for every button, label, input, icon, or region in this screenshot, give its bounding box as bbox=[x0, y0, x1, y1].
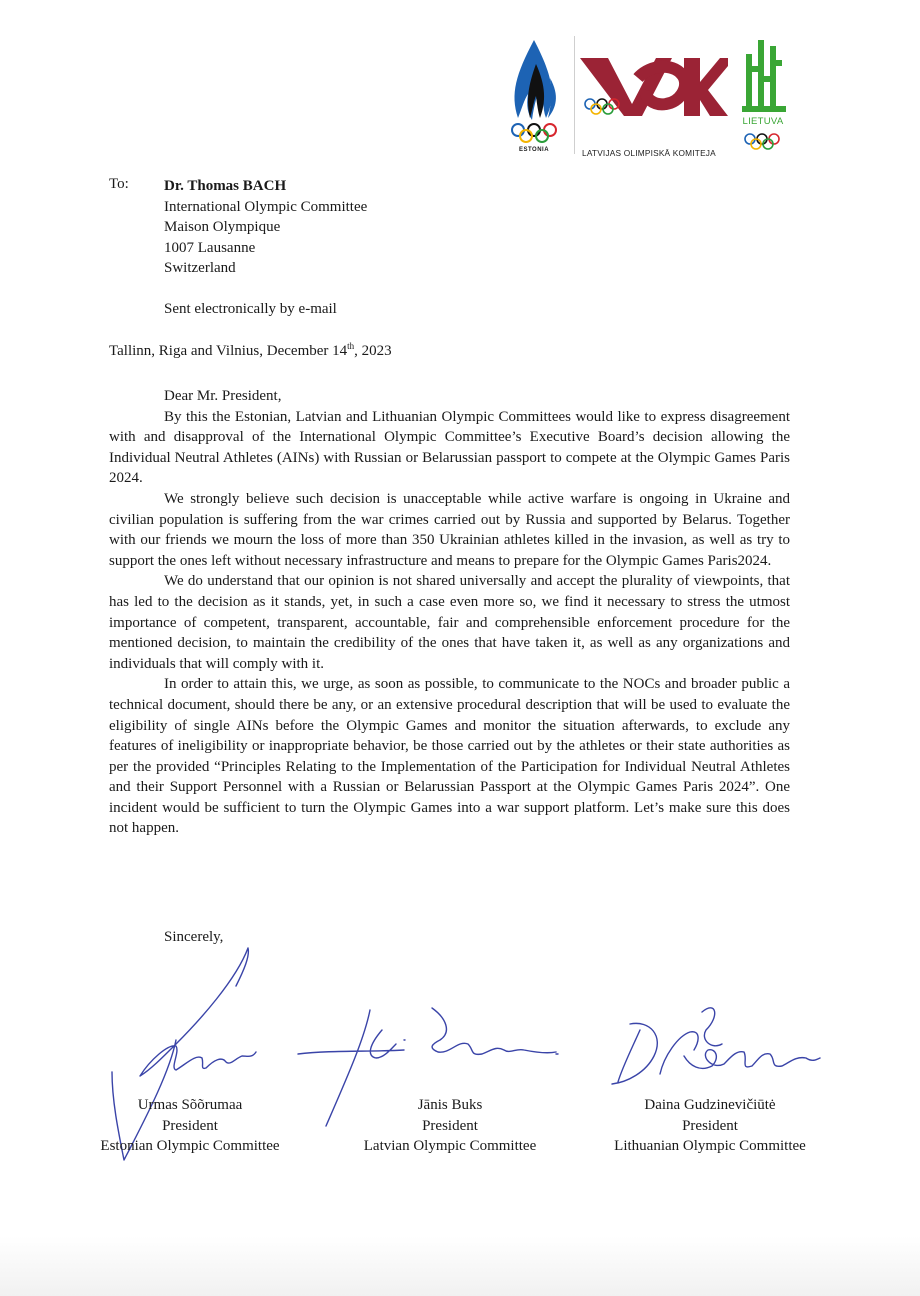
body-paragraph: We strongly believe such decision is unacceptable while active warfare is ongoing in Ukraine and civilian population is suffering from the war crimes carried out by Russia and supported by Belarus. Together with our friends we mourn the loss of more than 350 Ukrainian athletes killed in the invasion, as well as try to support the ones left without necessary infrastructure and means to prepare for the Olympic Games Paris2024. bbox=[109, 490, 790, 569]
estonia-caption: ESTONIA bbox=[518, 147, 550, 153]
address-line: International Olympic Committee bbox=[164, 198, 368, 215]
address-line: 1007 Lausanne bbox=[164, 239, 256, 256]
letter-body bbox=[109, 386, 790, 839]
lithuania-caption: LIETUVA bbox=[742, 116, 784, 127]
closing: Sincerely, bbox=[164, 929, 224, 945]
dateline-text: Tallinn, Riga and Vilnius, December 14 bbox=[109, 343, 348, 359]
address-line: Switzerland bbox=[164, 260, 236, 277]
logo-header bbox=[500, 28, 900, 158]
signatory-org: Latvian Olympic Committee bbox=[363, 1138, 537, 1155]
flame-icon bbox=[506, 34, 562, 146]
signatory-title: President bbox=[422, 1117, 478, 1134]
signatory-title: President bbox=[162, 1117, 218, 1134]
signatory-name: Urmas Sõõrumaa bbox=[137, 1097, 243, 1113]
logo-divider bbox=[574, 36, 575, 154]
latvia-caption: LATVIJAS OLIMPISKĀ KOMITEJA bbox=[582, 148, 716, 158]
dateline bbox=[109, 343, 392, 360]
sent-note: Sent electronically by e-mail bbox=[164, 301, 337, 317]
lithuania-olympic-logo bbox=[738, 36, 788, 154]
signatory-latvia bbox=[320, 1095, 580, 1157]
signatory-org: Lithuanian Olympic Committee bbox=[614, 1138, 806, 1155]
olympic-rings-icon bbox=[738, 132, 788, 152]
to-label: To: bbox=[109, 176, 129, 192]
address-line: Maison Olympique bbox=[164, 219, 281, 236]
latvia-olympic-logo bbox=[580, 54, 728, 158]
salutation: Dear Mr. President, bbox=[164, 388, 282, 404]
signatory-estonia bbox=[60, 1095, 320, 1157]
lok-monogram-icon bbox=[580, 54, 728, 138]
signatory-name: Daina Gudzinevičiūtė bbox=[644, 1097, 776, 1113]
recipient-name: Dr. Thomas BACH bbox=[164, 178, 287, 194]
page-bottom-shadow bbox=[0, 1236, 920, 1296]
dateline-suffix: th bbox=[347, 341, 355, 351]
signatory-lithuania bbox=[580, 1095, 840, 1157]
signatory-name: Jānis Buks bbox=[417, 1097, 483, 1113]
estonia-olympic-logo bbox=[506, 34, 562, 154]
signature-lithuanian bbox=[612, 1008, 820, 1084]
body-paragraph: In order to attain this, we urge, as soon as possible, to communicate to the NOCs and broader public a technical document, should there be any, or an extensive procedural description that will be used to evaluate the eligibility of single AINs before the Olympic Games and monitor the situation afterwards, to exclude any features of ineligibility or inappropriate behavior, be those carried out by the athletes or their state authorities as per the provided “Principles Relating to the Implementation of the Participation for Individual Neutral Athletes and their Support Personnel with a Russian or Belarussian Passport at the Olympic Games Paris 2024”. One incident would be sufficient to turn the Olympic Games into a war support platform. Let’s make sure this does not happen. bbox=[109, 676, 790, 837]
signatory-title: President bbox=[682, 1117, 738, 1134]
dateline-year: , 2023 bbox=[354, 343, 392, 359]
body-paragraph: By this the Estonian, Latvian and Lithuanian Olympic Committees would like to express disagreement with and disapproval of the International Olympic Committee’s Executive Board’s decision allowing the Individual Neutral Athletes (AINs) with Russian or Belarussian passport to compete at the Olympic Games Paris 2024. bbox=[109, 408, 790, 487]
signatory-org: Estonian Olympic Committee bbox=[100, 1138, 280, 1155]
recipient-address bbox=[164, 176, 367, 279]
gediminas-columns-icon bbox=[738, 36, 788, 114]
body-paragraph: We do understand that our opinion is not shared universally and accept the plurality of viewpoints, that has led to the decision as it stands, yet, in such a case even more so, we find it necessary to stress the utmost importance of competent, transparent, accountable, fair and comprehensible enforcement procedure for the mentioned decision, to maintain the credibility of the ones that have taken it, as well as any organizations and individuals that will comply with it. bbox=[109, 573, 790, 672]
